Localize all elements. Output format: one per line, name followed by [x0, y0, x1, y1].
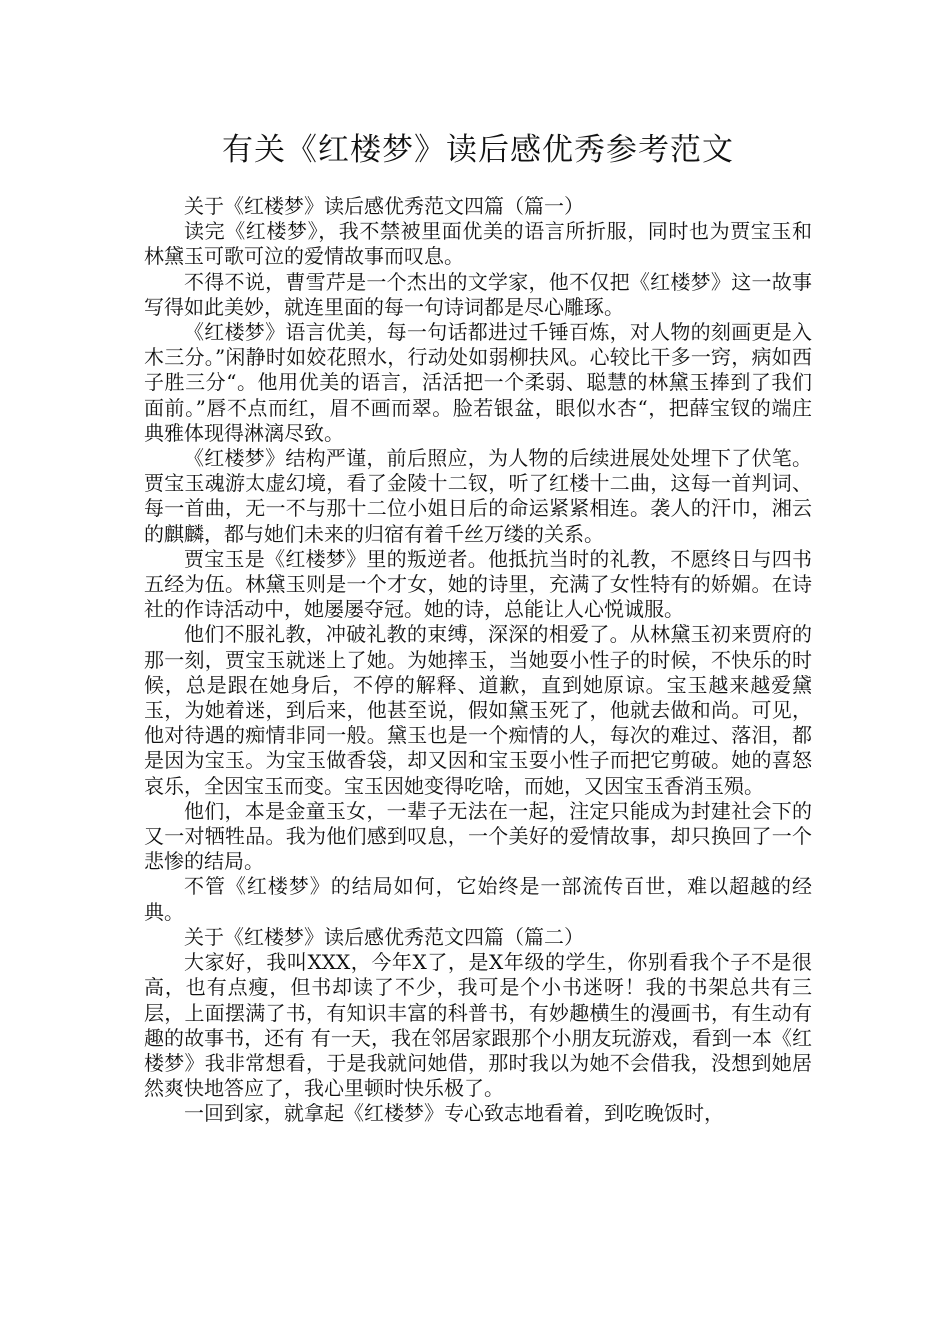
paragraph: 贾宝玉是《红楼梦》里的叛逆者。他抵抗当时的礼教，不愿终日与四书五经为伍。林黛玉则是一个才女，她的诗里，充满了女性特有的娇媚。在诗社的作诗活动中，她屡屡夺冠。她的诗，总能让人心悦诚服。	[144, 546, 812, 622]
section-heading-2: 关于《红楼梦》读后感优秀范文四篇（篇二）	[184, 924, 584, 949]
paragraph: 《红楼梦》结构严谨，前后照应，为人物的后续进展处处埋下了伏笔。贾宝玉魂游太虚幻境，看了金陵十二钗，听了红楼十二曲，这每一首判词、每一首曲，无一不与那十二位小姐日后的命运紧紧相连。袭人的汗巾，湘云的麒麟，都与她们未来的归宿有着千丝万缕的关系。	[144, 446, 812, 546]
document-title: 有关《红楼梦》读后感优秀参考范文	[222, 132, 734, 168]
paragraph: 大家好，我叫XXX，今年X了，是X年级的学生，你别看我个子不是很高，也有点瘦，但书却读了不少，我可是个小书迷呀！我的书架总共有三层，上面摆满了书，有知识丰富的科普书，有妙趣横生的漫画书，有生动有趣的故事书，还有 有一天，我在邻居家跟那个小朋友玩游戏，看到一本《红楼梦》我非常想看，于是我就问她借，那时我以为她不会借我，没想到她居然爽快地答应了，我心里顿时快乐极了。	[144, 950, 812, 1101]
paragraph: 《红楼梦》语言优美，每一句话都进过千锤百炼，对人物的刻画更是入木三分。”闲静时如姣花照水，行动处如弱柳扶风。心较比干多一窍，病如西子胜三分“。他用优美的语言，活活把一个柔弱、聪慧的林黛玉捧到了我们面前。”唇不点而红，眉不画而翠。脸若银盆，眼似水杏“，把薛宝钗的端庄典雅体现得淋漓尽致。	[144, 320, 812, 445]
paragraph: 他们，本是金童玉女，一辈子无法在一起，注定只能成为封建社会下的又一对牺牲品。我为他们感到叹息，一个美好的爱情故事，却只换回了一个悲惨的结局。	[144, 798, 812, 874]
paragraph: 他们不服礼教，冲破礼教的束缚，深深的相爱了。从林黛玉初来贾府的那一刻，贾宝玉就迷上了她。为她摔玉，当她耍小性子的时候，不快乐的时候，总是跟在她身后，不停的解释、道歉，直到她原谅。宝玉越来越爱黛玉，为她着迷，到后来，他甚至说，假如黛玉死了，他就去做和尚。可见，他对待遇的痴情非同一般。黛玉也是一个痴情的人，每次的难过、落泪，都是因为宝玉。为宝玉做香袋，却又因和宝玉耍小性子而把它剪破。她的喜怒哀乐，全因宝玉而变。宝玉因她变得吃啥，而她，又因宝玉香消玉殒。	[144, 622, 812, 798]
paragraph: 不管《红楼梦》的结局如何，它始终是一部流传百世，难以超越的经典。	[144, 874, 812, 924]
paragraph: 一回到家，就拿起《红楼梦》专心致志地看着，到吃晚饭时，	[184, 1101, 724, 1126]
section-heading-1: 关于《红楼梦》读后感优秀范文四篇（篇一）	[184, 194, 584, 218]
paragraph: 不得不说，曹雪芹是一个杰出的文学家，他不仅把《红楼梦》这一故事写得如此美妙，就连里面的每一句诗词都是尽心雕琢。	[144, 269, 812, 319]
paragraph: 读完《红楼梦》，我不禁被里面优美的语言所折服，同时也为贾宝玉和林黛玉可歌可泣的爱情故事而叹息。	[144, 219, 812, 269]
document-page	[144, 126, 812, 1127]
